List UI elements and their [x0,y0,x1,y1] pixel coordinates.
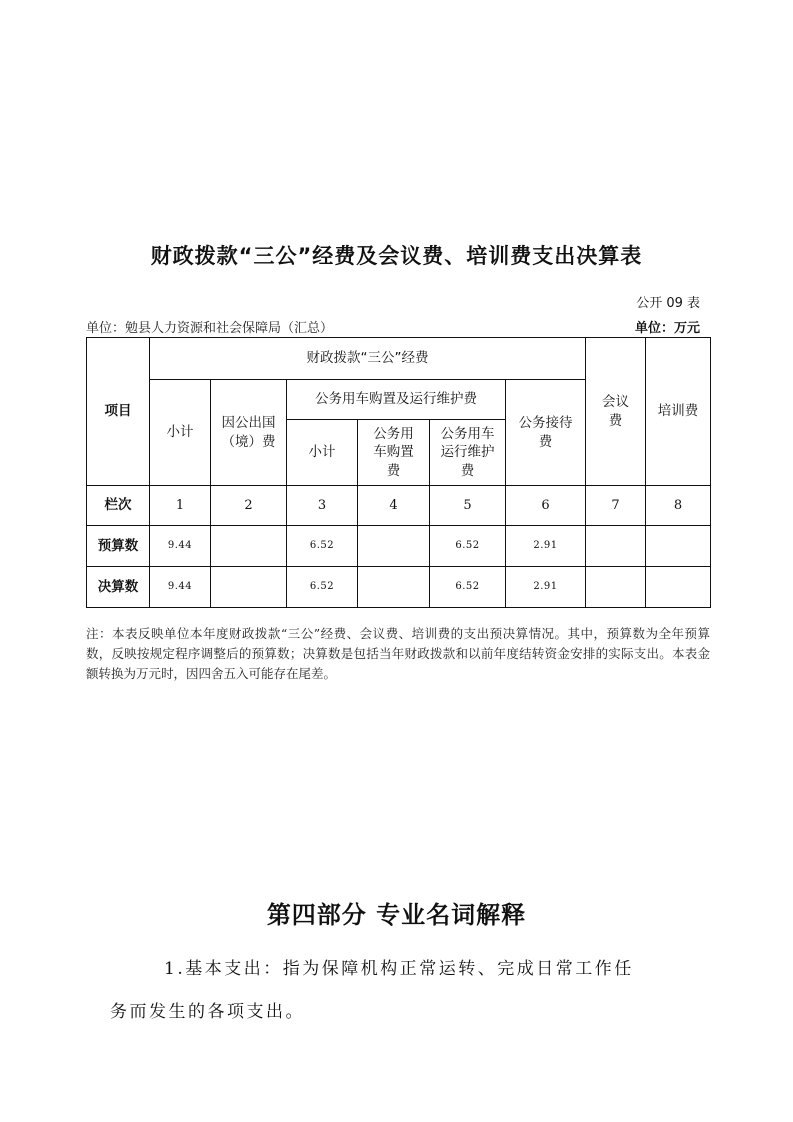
header-reception: 公务接待费 [506,380,586,486]
table-cell [358,526,430,567]
column-number: 6 [506,486,586,526]
budget-table [86,337,711,608]
column-number: 5 [430,486,506,526]
header-vehicle: 公务用车购置及运行维护费 [287,380,506,420]
table-row [87,567,711,608]
column-number-label: 栏次 [87,486,150,526]
column-number: 3 [287,486,358,526]
table-cell: 6.52 [287,526,358,567]
header-vehicle-subtotal: 小计 [287,420,358,486]
table-row [87,526,711,567]
definition-text: 指为保障机构正常运转、完成日常工作任 [282,959,634,979]
currency-unit: 单位：万元 [634,321,700,336]
header-vehicle-operation: 公务用车运行维护费 [430,420,506,486]
column-number-row [87,486,711,526]
page-title: 财政拨款“三公”经费及会议费、培训费支出决算表 [150,244,643,268]
row-label-final: 决算数 [87,567,150,608]
column-number: 2 [211,486,287,526]
table-cell: 9.44 [150,526,211,567]
header-training: 培训费 [646,338,711,486]
form-number: 公开 09 表 [636,296,700,311]
header-sangong: 财政拨款“三公”经费 [150,338,586,380]
section-title: 第四部分 专业名词解释 [266,900,527,929]
header-item: 项目 [87,338,150,486]
header-vehicle-purchase: 公务用车购置费 [358,420,430,486]
table-cell: 6.52 [430,526,506,567]
table-cell [586,567,646,608]
table-cell [211,567,287,608]
table-cell: 9.44 [150,567,211,608]
table-cell: 6.52 [430,567,506,608]
column-number: 8 [646,486,711,526]
column-number: 7 [586,486,646,526]
table-cell [358,567,430,608]
table-cell [211,526,287,567]
column-number: 4 [358,486,430,526]
header-subtotal: 小计 [150,380,211,486]
table-cell: 6.52 [287,567,358,608]
header-abroad: 因公出国（境）费 [211,380,287,486]
table-cell [586,526,646,567]
table-note: 注：本表反映单位本年度财政拨款“三公”经费、会议费、培训费的支出预决算情况。其中，预算数为全年预算数，反映按规定程序调整后的预算数；决算数是包括当年财政拨款和以前年度结转资金安排的实际支出。本表金额转换为万元时，因四舍五入可能存在尾差。 [86,626,710,681]
table-cell [646,567,711,608]
table-cell: 2.91 [506,526,586,567]
row-label-budget: 预算数 [87,526,150,567]
definition-paragraph-line1 [110,948,686,991]
table-cell [646,526,711,567]
unit-name: 单位：勉县人力资源和社会保障局（汇总） [86,321,334,336]
definition-paragraph-line2: 务而发生的各项支出。 [110,1002,305,1022]
table-cell: 2.91 [506,567,586,608]
column-number: 1 [150,486,211,526]
definition-term: 1.基本支出： [164,959,283,979]
header-meeting: 会议费 [586,338,646,486]
